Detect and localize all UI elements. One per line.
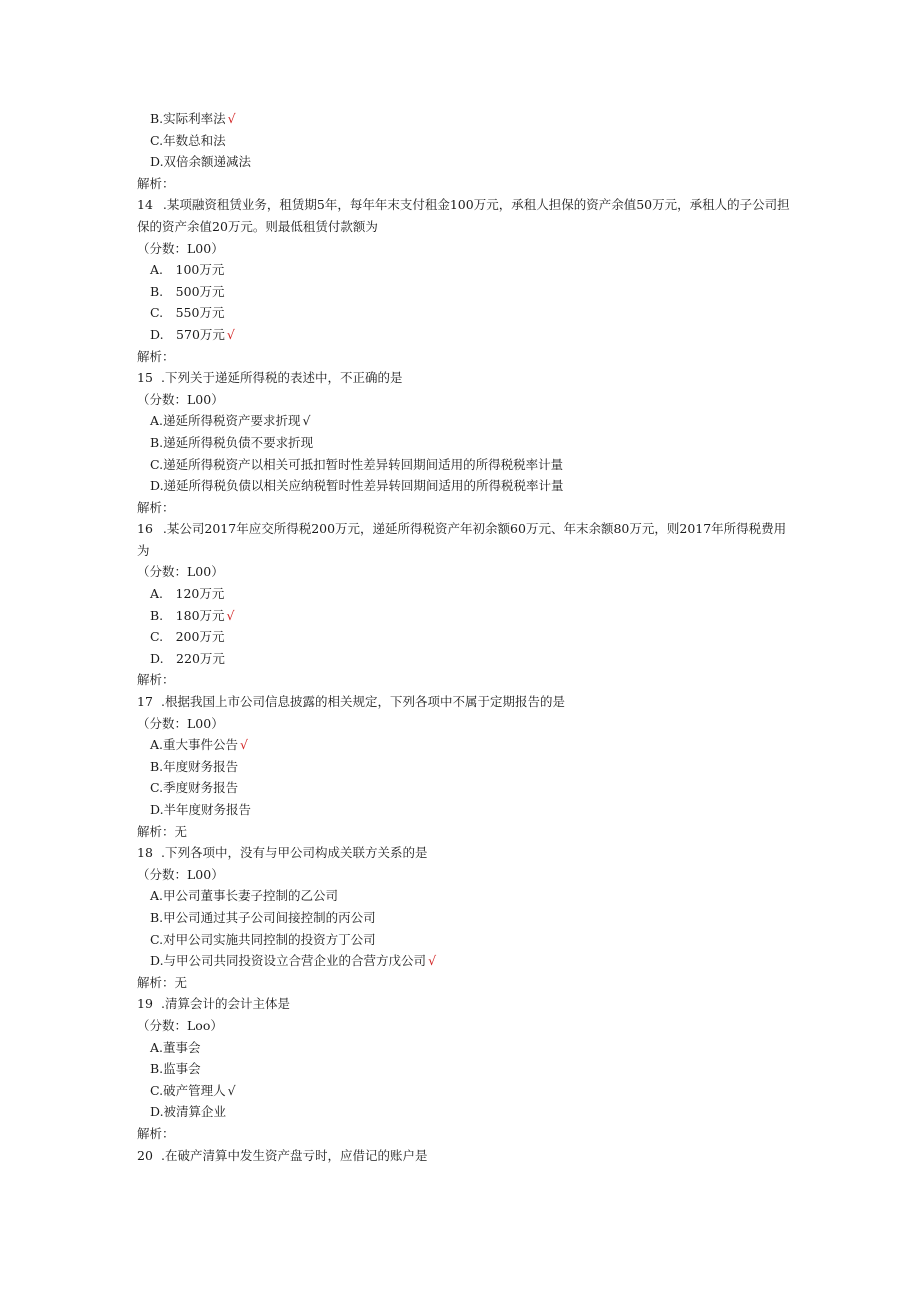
score-label <box>137 864 797 886</box>
answer-option <box>137 302 797 324</box>
analysis-text: 解析：无 <box>137 823 188 839</box>
analysis-label <box>137 669 797 691</box>
analysis-label <box>137 972 797 994</box>
option-text: C.对甲公司实施共同控制的投资方丁公司 <box>150 931 376 947</box>
answer-option <box>137 626 797 648</box>
question-text: .某公司2017年应交所得税200万元，递延所得税资产年初余额60万元、年末余额80万元，则2017年所得税费用为 <box>137 521 787 558</box>
answer-option <box>137 799 797 821</box>
analysis-label <box>137 173 797 195</box>
analysis-text: 解析： <box>137 175 175 191</box>
option-text: C.季度财务报告 <box>150 780 239 796</box>
question-text: .清算会计的会计主体是 <box>161 996 290 1012</box>
correct-check-icon: √ <box>227 1082 236 1098</box>
option-text: A. 100万元 <box>150 262 225 278</box>
option-text: B.实际利率法 <box>150 111 226 126</box>
score-text: （分数：Loo） <box>137 1017 223 1033</box>
option-text: D.递延所得税负债以相关应纳税暂时性差异转回期间适用的所得税税率计量 <box>150 478 564 494</box>
option-text: D.双倍余额递减法 <box>150 154 252 170</box>
answer-option <box>137 475 797 497</box>
question-stem <box>137 518 797 561</box>
question-stem <box>137 993 797 1015</box>
analysis-text: 解析： <box>137 672 175 688</box>
question-text: .根据我国上市公司信息披露的相关规定，下列各项中不属于定期报告的是 <box>161 694 565 710</box>
analysis-label <box>137 1123 797 1145</box>
answer-option <box>137 1080 797 1102</box>
answer-option <box>137 583 797 605</box>
answer-option <box>137 756 797 778</box>
score-label <box>137 713 797 735</box>
score-text: （分数：L00） <box>137 564 224 580</box>
question-stem <box>137 367 797 389</box>
answer-option <box>137 950 797 972</box>
question-text: .下列关于递延所得税的表述中，不正确的是 <box>161 370 403 386</box>
score-text: （分数：L00） <box>137 715 224 731</box>
question-number: 14 <box>137 197 153 213</box>
question-number: 20 <box>137 1147 153 1163</box>
question-list <box>137 108 797 1166</box>
answer-option <box>137 1058 797 1080</box>
correct-check-icon: √ <box>240 737 248 753</box>
score-text: （分数：L00） <box>137 240 224 256</box>
option-text: D.与甲公司共同投资设立合营企业的合营方戊公司 <box>150 953 427 969</box>
answer-option <box>137 432 797 454</box>
option-text: B. 180万元 <box>150 607 225 623</box>
option-text: C.年数总和法 <box>150 132 226 148</box>
question-stem <box>137 691 797 713</box>
answer-option <box>137 734 797 756</box>
option-text: A.递延所得税资产要求折现 <box>150 413 301 429</box>
question-stem <box>137 1145 797 1167</box>
question-text: .在破产清算中发生资产盘亏时，应借记的账户是 <box>161 1147 428 1163</box>
option-text: B.年度财务报告 <box>150 758 239 774</box>
correct-check-icon: √ <box>226 607 235 623</box>
analysis-label <box>137 497 797 519</box>
answer-option <box>137 281 797 303</box>
analysis-text: 解析： <box>137 1125 175 1141</box>
answer-option <box>137 130 797 152</box>
option-text: B.监事会 <box>150 1061 201 1077</box>
answer-option <box>137 1037 797 1059</box>
option-text: A.重大事件公告 <box>150 737 239 753</box>
option-text: D. 570万元 <box>150 326 225 342</box>
answer-option <box>137 648 797 670</box>
option-text: B. 500万元 <box>150 283 225 299</box>
question-number: 15 <box>137 370 153 386</box>
analysis-text: 解析：无 <box>137 974 188 990</box>
answer-option <box>137 1101 797 1123</box>
option-text: A.董事会 <box>150 1039 201 1055</box>
answer-option <box>137 259 797 281</box>
correct-check-icon: √ <box>226 326 235 342</box>
correct-check-icon: √ <box>302 413 311 429</box>
answer-option <box>137 151 797 173</box>
option-text: A.甲公司董事长妻子控制的乙公司 <box>150 888 339 904</box>
score-label <box>137 1015 797 1037</box>
option-text: D.被清算企业 <box>150 1104 227 1120</box>
option-text: C. 550万元 <box>150 305 225 321</box>
correct-check-icon: √ <box>428 953 437 969</box>
option-text: B.甲公司通过其子公司间接控制的丙公司 <box>150 909 376 925</box>
answer-option <box>137 108 797 130</box>
question-number: 17 <box>137 694 153 710</box>
option-text: D.半年度财务报告 <box>150 802 252 817</box>
score-label <box>137 389 797 411</box>
answer-option <box>137 454 797 476</box>
question-stem <box>137 194 797 237</box>
analysis-text: 解析： <box>137 348 175 364</box>
option-text: C. 200万元 <box>150 629 225 645</box>
answer-option <box>137 605 797 627</box>
question-text: .下列各项中，没有与甲公司构成关联方关系的是 <box>161 845 428 861</box>
answer-option <box>137 907 797 929</box>
question-number: 16 <box>137 521 153 537</box>
answer-option <box>137 410 797 432</box>
question-stem <box>137 842 797 864</box>
question-number: 19 <box>137 996 153 1012</box>
correct-check-icon: √ <box>227 111 236 126</box>
answer-option <box>137 324 797 346</box>
question-text: .某项融资租赁业务，租赁期5年，每年年末支付租金100万元，承租人担保的资产余值50万元，承租人的子公司担保的资产余值20万元。则最低租赁付款额为 <box>137 197 790 234</box>
question-number: 18 <box>137 845 153 861</box>
option-text: C.破产管理人 <box>150 1082 226 1098</box>
answer-option <box>137 929 797 951</box>
option-text: A. 120万元 <box>150 586 225 602</box>
option-text: D. 220万元 <box>150 650 225 666</box>
option-text: B.递延所得税负债不要求折现 <box>150 434 314 450</box>
analysis-label <box>137 821 797 843</box>
analysis-text: 解析： <box>137 499 175 515</box>
analysis-label <box>137 346 797 368</box>
answer-option <box>137 777 797 799</box>
score-text: （分数：L00） <box>137 391 224 407</box>
score-label <box>137 238 797 260</box>
score-label <box>137 561 797 583</box>
score-text: （分数：L00） <box>137 866 224 882</box>
option-text: C.递延所得税资产以相关可抵扣暂时性差异转回期间适用的所得税税率计量 <box>150 456 564 472</box>
answer-option <box>137 885 797 907</box>
